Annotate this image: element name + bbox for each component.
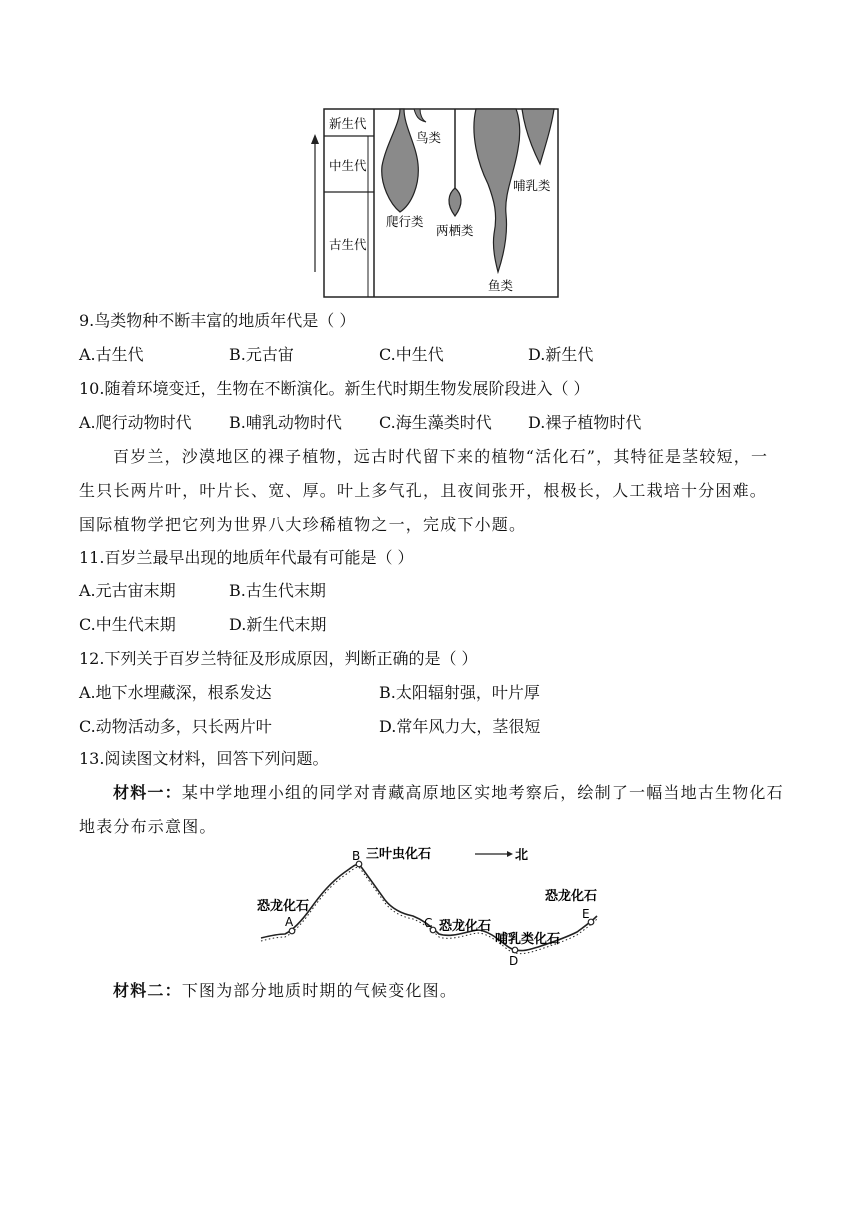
point-a-marker bbox=[289, 928, 295, 934]
material1-text: 某中学地理小组的同学对青藏高原地区实地考察后，绘制了一幅当地古生物化石地表分布示意图。 bbox=[79, 783, 784, 836]
q12-stem: 12.下列关于百岁兰特征及形成原因，判断正确的是（ ） bbox=[79, 649, 478, 668]
q10-option-d[interactable]: D.裸子植物时代 bbox=[528, 413, 642, 432]
point-e-letter: E bbox=[582, 907, 590, 921]
label-fish: 鱼类 bbox=[488, 278, 514, 293]
q9-option-a[interactable]: A.古生代 bbox=[79, 345, 144, 364]
label-reptile: 爬行类 bbox=[386, 214, 424, 229]
q10-stem: 10.随着环境变迁，生物在不断演化。新生代时期生物发展阶段进入（ ） bbox=[79, 379, 590, 398]
label-mammal: 哺乳类 bbox=[513, 178, 551, 193]
point-b-label: 三叶虫化石 bbox=[366, 847, 432, 862]
north-arrow-head bbox=[507, 851, 513, 857]
label-amphibian: 两栖类 bbox=[436, 223, 474, 238]
amphibian-shape bbox=[449, 188, 461, 216]
point-c-label: 恐龙化石 bbox=[439, 919, 492, 934]
q10-option-a[interactable]: A.爬行动物时代 bbox=[79, 413, 192, 432]
point-a-letter: A bbox=[285, 915, 294, 929]
era-cenozoic: 新生代 bbox=[329, 116, 367, 131]
material1-label: 材料一： bbox=[113, 783, 182, 802]
q9-stem: 9.鸟类物种不断丰富的地质年代是（ ） bbox=[79, 311, 356, 330]
q11-option-b[interactable]: B.古生代末期 bbox=[229, 581, 326, 600]
q10-option-b[interactable]: B.哺乳动物时代 bbox=[229, 413, 342, 432]
q12-option-b[interactable]: B.太阳辐射强，叶片厚 bbox=[379, 683, 540, 702]
point-d-label: 哺乳类化石 bbox=[495, 932, 561, 947]
material1 bbox=[79, 776, 784, 844]
evolution-diagram bbox=[308, 104, 562, 300]
q12-option-d[interactable]: D.常年风力大，茎很短 bbox=[379, 717, 541, 736]
point-c-letter: C bbox=[424, 916, 433, 930]
q12-option-a[interactable]: A.地下水埋藏深，根系发达 bbox=[79, 683, 272, 702]
time-arrow-head bbox=[311, 134, 319, 144]
mammal-shape bbox=[522, 109, 554, 164]
material2-label: 材料二： bbox=[113, 981, 182, 1000]
north-label: 北 bbox=[515, 848, 529, 863]
era-mesozoic: 中生代 bbox=[329, 158, 367, 173]
era-paleozoic: 古生代 bbox=[329, 237, 367, 252]
q9-option-c[interactable]: C.中生代 bbox=[379, 345, 444, 364]
passage-text: 百岁兰，沙漠地区的裸子植物，远古时代留下来的植物“活化石”，其特征是茎较短，一生只长两片叶，叶片长、宽、厚。叶上多气孔，且夜间张开，根极长，人工栽培十分困难。国际植物学把它列为世界八大珍稀植物之一，完成下小题。 bbox=[79, 447, 769, 534]
label-bird: 鸟类 bbox=[416, 130, 442, 145]
q11-option-a[interactable]: A.元古宙末期 bbox=[79, 581, 176, 600]
reptile-shape bbox=[382, 109, 419, 212]
point-e-label: 恐龙化石 bbox=[545, 889, 598, 904]
q12-option-c[interactable]: C.动物活动多，只长两片叶 bbox=[79, 717, 272, 736]
material2 bbox=[79, 974, 784, 1008]
q9-option-d[interactable]: D.新生代 bbox=[528, 345, 594, 364]
q11-stem: 11.百岁兰最早出现的地质年代最有可能是（ ） bbox=[79, 548, 414, 567]
bird-shape bbox=[414, 109, 426, 122]
q10-option-c[interactable]: C.海生藻类时代 bbox=[379, 413, 492, 432]
q9-option-b[interactable]: B.元古宙 bbox=[229, 345, 294, 364]
q11-option-c[interactable]: C.中生代末期 bbox=[79, 615, 176, 634]
point-b-letter: B bbox=[352, 849, 361, 863]
q11-option-d[interactable]: D.新生代末期 bbox=[229, 615, 327, 634]
point-d-letter: D bbox=[509, 954, 519, 968]
point-d-marker bbox=[512, 947, 518, 953]
material2-text: 下图为部分地质时期的气候变化图。 bbox=[181, 981, 458, 1000]
fossil-distribution-diagram bbox=[255, 842, 610, 970]
q13-stem: 13.阅读图文材料，回答下列问题。 bbox=[79, 749, 329, 768]
point-a-label: 恐龙化石 bbox=[257, 899, 310, 914]
